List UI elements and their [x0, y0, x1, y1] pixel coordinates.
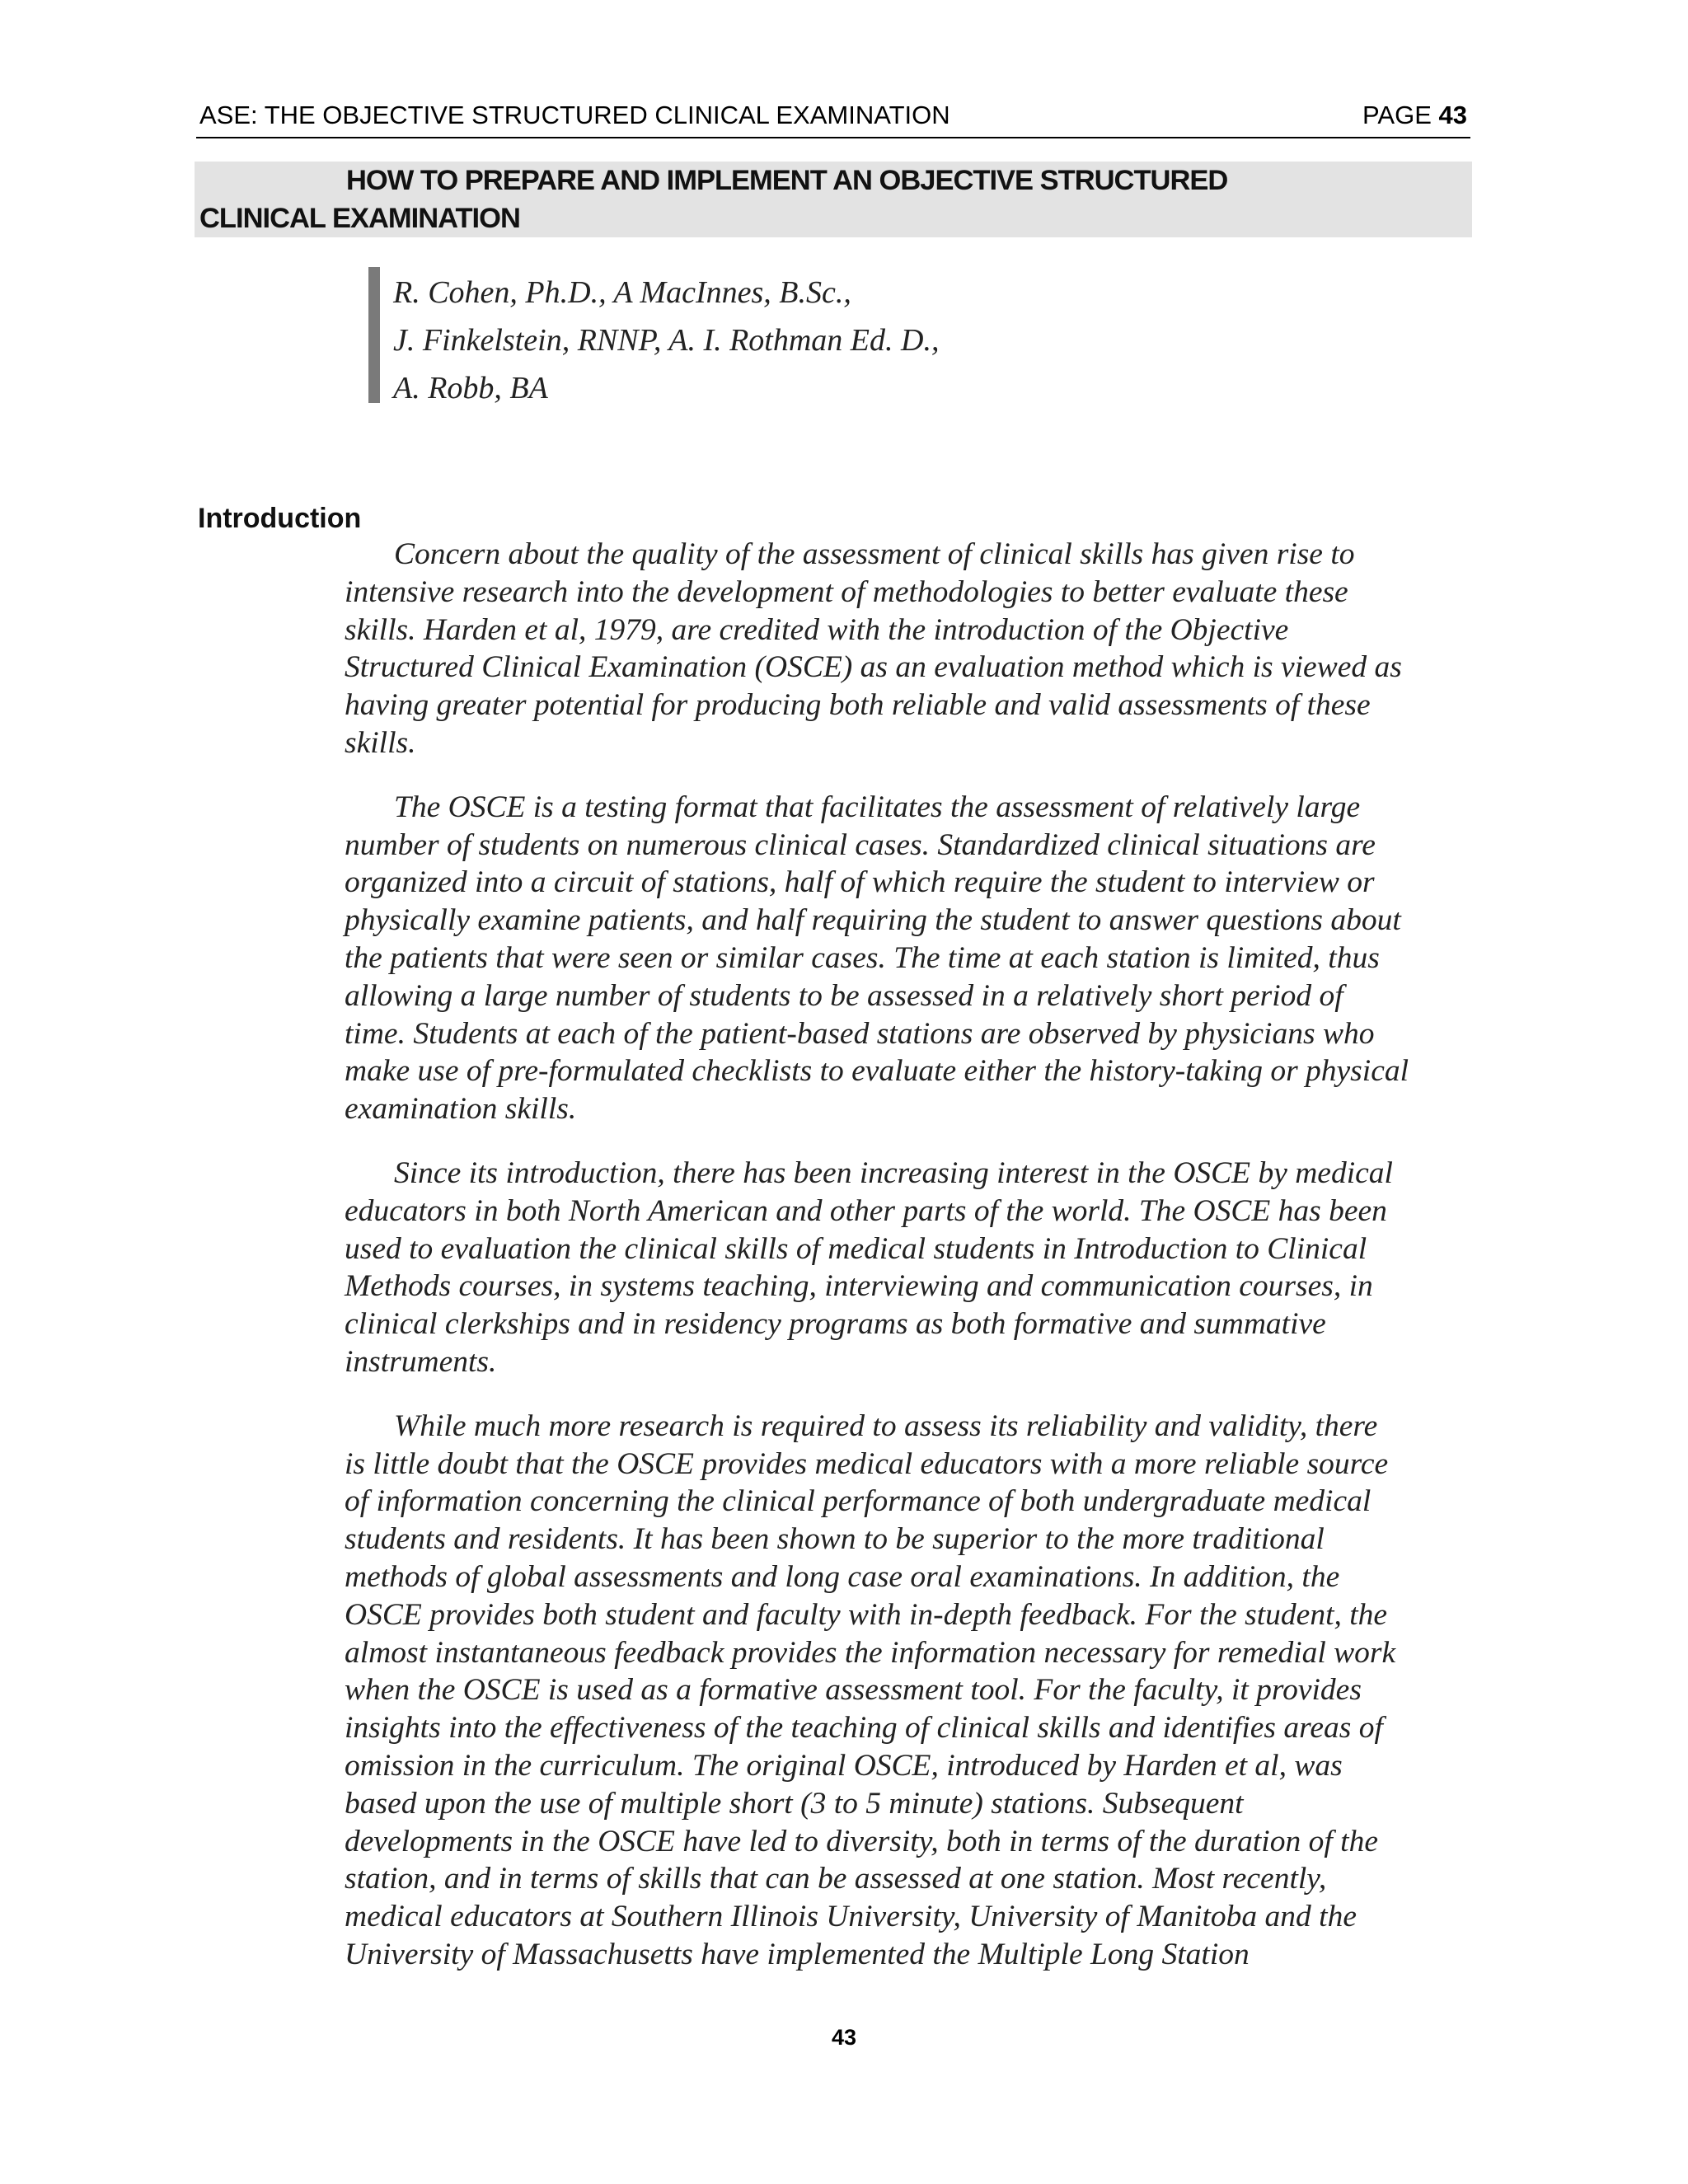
introduction-body	[345, 536, 1482, 2000]
body-line: University of Massachusetts have implemented the Multiple Long Station	[345, 1937, 1250, 1971]
body-line: skills. Harden et al, 1979, are credited with the introduction of the Objective	[345, 612, 1289, 647]
body-line: methods of global assessments and long case oral examinations. In addition, the	[345, 1559, 1340, 1594]
section-heading-introduction: Introduction	[198, 503, 362, 534]
body-line: when the OSCE is used as a formative assessment tool. For the faculty, it provides	[345, 1673, 1362, 1708]
body-line: insights into the effectiveness of the teaching of clinical skills and identifies areas of	[345, 1711, 1383, 1746]
running-header	[196, 97, 1470, 138]
body-line: is little doubt that the OSCE provides medical educators with a more reliable source	[345, 1446, 1389, 1481]
body-line: Since its introduction, there has been increasing interest in the OSCE by medical	[394, 1155, 1393, 1190]
body-line: of information concerning the clinical performance of both undergraduate medical	[345, 1484, 1372, 1519]
body-line: instruments.	[345, 1344, 497, 1379]
body-line: time. Students at each of the patient-based stations are observed by physicians who	[345, 1016, 1375, 1051]
authors-accent-bar	[368, 267, 380, 403]
body-line: skills.	[345, 725, 416, 760]
footer-page-number: 43	[831, 2025, 857, 2050]
body-line: developments in the OSCE have led to diversity, both in terms of the duration of the	[345, 1824, 1378, 1858]
running-header-page-prefix: PAGE	[1362, 101, 1432, 129]
author-list	[393, 269, 939, 412]
body-line: examination skills.	[345, 1092, 577, 1127]
body-line: omission in the curriculum. The original OSCE, introduced by Harden et al, was	[345, 1748, 1343, 1783]
body-line: allowing a large number of students to be assessed in a relatively short period of	[345, 978, 1343, 1013]
running-header-page-number: 43	[1438, 101, 1467, 129]
body-line: number of students on numerous clinical cases. Standardized clinical situations are	[345, 827, 1376, 862]
body-line: almost instantaneous feedback provides the information necessary for remedial work	[345, 1635, 1396, 1670]
body-line: clinical clerkships and in residency programs as both formative and summative	[345, 1307, 1326, 1342]
body-line: OSCE provides both student and faculty with in-depth feedback. For the student, the	[345, 1597, 1388, 1632]
body-line: Methods courses, in systems teaching, interviewing and communication courses, in	[345, 1269, 1373, 1304]
body-line: having greater potential for producing both reliable and valid assessments of these	[345, 688, 1371, 723]
body-line: based upon the use of multiple short (3 to 5 minute) stations. Subsequent	[345, 1786, 1244, 1821]
running-header-page	[1362, 101, 1467, 130]
body-line: Concern about the quality of the assessment of clinical skills has given rise to	[394, 537, 1355, 571]
body-line: The OSCE is a testing format that facilitates the assessment of relatively large	[394, 790, 1361, 824]
author-line: R. Cohen, Ph.D., A MacInnes, B.Sc.,	[393, 275, 851, 310]
body-line: the patients that were seen or similar cases. The time at each station is limited, thus	[345, 940, 1380, 975]
running-header-title: ASE: THE OBJECTIVE STRUCTURED CLINICAL EXAMINATION	[199, 101, 950, 129]
article-title-line-2: CLINICAL EXAMINATION	[199, 203, 520, 234]
body-line: medical educators at Southern Illinois University, University of Manitoba and the	[345, 1900, 1357, 1934]
article-title	[195, 162, 1472, 237]
body-paragraph	[345, 1155, 1482, 1381]
body-paragraph	[345, 1408, 1482, 1974]
body-paragraph	[345, 536, 1482, 762]
body-paragraph	[345, 789, 1482, 1128]
author-line: J. Finkelstein, RNNP, A. I. Rothman Ed. D.,	[393, 323, 940, 358]
body-line: Structured Clinical Examination (OSCE) as an evaluation method which is viewed as	[345, 650, 1402, 685]
body-line: students and residents. It has been shown to be superior to the more traditional	[345, 1522, 1325, 1557]
body-line: While much more research is required to assess its reliability and validity, there	[394, 1408, 1378, 1443]
article-title-line-1: HOW TO PREPARE AND IMPLEMENT AN OBJECTIVE STRUCTURED	[346, 165, 1228, 196]
author-line: A. Robb, BA	[393, 371, 548, 405]
body-line: used to evaluation the clinical skills of medical students in Introduction to Clinical	[345, 1231, 1367, 1266]
body-line: organized into a circuit of stations, half of which require the student to interview or	[345, 865, 1375, 900]
body-line: station, and in terms of skills that can be assessed at one station. Most recently,	[345, 1862, 1327, 1896]
body-line: educators in both North American and other parts of the world. The OSCE has been	[345, 1193, 1387, 1228]
body-line: intensive research into the development of methodologies to better evaluate these	[345, 574, 1348, 609]
body-line: make use of pre-formulated checklists to evaluate either the history-taking or physical	[345, 1054, 1409, 1089]
body-line: physically examine patients, and half requiring the student to answer questions about	[345, 903, 1401, 938]
